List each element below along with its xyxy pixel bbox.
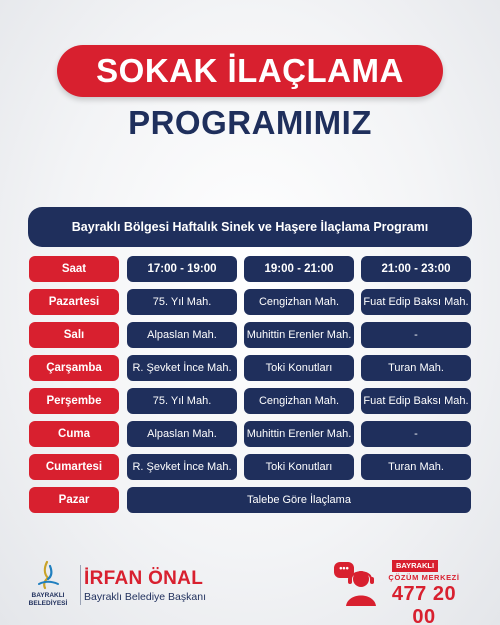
logo-text-2: BELEDİYESİ <box>28 600 68 607</box>
schedule-cell: Turan Mah. <box>361 355 471 381</box>
header-cell-time: 19:00 - 21:00 <box>244 256 354 282</box>
header-cell-time: 17:00 - 19:00 <box>127 256 237 282</box>
schedule-cell: R. Şevket İnce Mah. <box>127 355 237 381</box>
title-line-2: PROGRAMIMIZ <box>128 104 372 141</box>
schedule-cell: Alpaslan Mah. <box>127 421 237 447</box>
schedule-cell: Cengizhan Mah. <box>244 388 354 414</box>
schedule-cell: Muhittin Erenler Mah. <box>244 421 354 447</box>
municipality-logo <box>18 560 78 610</box>
center-phone-number: 477 20 00 <box>391 583 457 625</box>
schedule-cell: - <box>361 421 471 447</box>
schedule-cell: Fuat Edip Baksı Mah. <box>361 289 471 315</box>
day-cell: Çarşamba <box>29 355 119 381</box>
schedule-cell: Cengizhan Mah. <box>244 289 354 315</box>
schedule-cell: 75. Yıl Mah. <box>127 289 237 315</box>
logo-text-1: BAYRAKLI <box>31 592 65 599</box>
schedule-cell: R. Şevket İnce Mah. <box>127 454 237 480</box>
solution-center-badge <box>334 560 474 625</box>
day-cell: Perşembe <box>29 388 119 414</box>
chat-bubble-icon: ••• <box>334 562 354 578</box>
day-cell: Cumartesi <box>29 454 119 480</box>
day-cell: Cuma <box>29 421 119 447</box>
table-title: Bayraklı Bölgesi Haftalık Sinek ve Haşere İlaçlama Programı <box>71 220 429 234</box>
schedule-cell: Toki Konutları <box>244 454 354 480</box>
schedule-cell: Alpaslan Mah. <box>127 322 237 348</box>
day-cell: Salı <box>29 322 119 348</box>
table-title-bar <box>28 207 472 247</box>
center-label-top: BAYRAKLI <box>392 560 438 572</box>
schedule-cell: Toki Konutları <box>244 355 354 381</box>
center-label-mid: ÇÖZÜM MERKEZİ <box>388 573 460 582</box>
day-cell: Pazartesi <box>29 289 119 315</box>
schedule-cell: 75. Yıl Mah. <box>127 388 237 414</box>
schedule-cell-merged: Talebe Göre İlaçlama <box>127 487 471 513</box>
schedule-cell: Muhittin Erenler Mah. <box>244 322 354 348</box>
header-cell-time: 21:00 - 23:00 <box>361 256 471 282</box>
schedule-cell: Turan Mah. <box>361 454 471 480</box>
title-banner <box>57 45 443 97</box>
mayor-title: Bayraklı Belediye Başkanı <box>84 591 206 603</box>
schedule-cell: Fuat Edip Baksı Mah. <box>361 388 471 414</box>
mayor-name: İRFAN ÖNAL <box>84 568 204 589</box>
schedule-cell: - <box>361 322 471 348</box>
title-line-1: SOKAK İLAÇLAMA <box>96 52 404 89</box>
footer-divider <box>80 565 81 605</box>
header-cell-saat: Saat <box>29 256 119 282</box>
day-cell: Pazar <box>29 487 119 513</box>
bayrakli-logo-icon <box>33 560 63 590</box>
